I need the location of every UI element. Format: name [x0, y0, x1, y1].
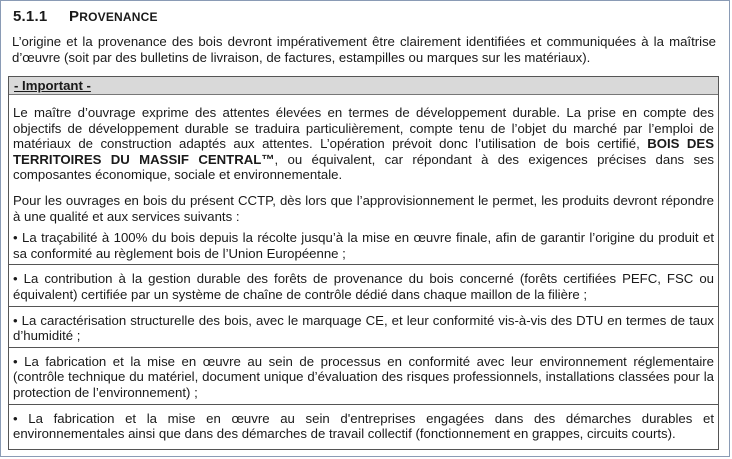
- divider: [9, 404, 718, 405]
- section-title-initial: P: [69, 8, 80, 25]
- intro-paragraph: L’origine et la provenance des bois devront impérativement être clairement identifiées et communiquées à la maîtrise d’œuvre (soit par des bulletins de livraison, de factures, estampilles ou marques sur les matériaux).: [12, 34, 716, 65]
- divider: [9, 306, 718, 307]
- bullet-item-1: • La traçabilité à 100% du bois depuis la récolte jusqu’à la mise en œuvre finale, afin de garantir l’origine du produit et sa conformité au règlement bois de l’Union Européenne ;: [13, 230, 714, 261]
- body-paragraph-2: Pour les ouvrages en bois du présent CCTP, dès lors que l’approvisionnement le permet, les produits devront répondre à une qualité et aux services suivants :: [13, 192, 714, 224]
- important-box: [8, 76, 719, 450]
- divider: [9, 347, 718, 348]
- divider: [9, 264, 718, 265]
- section-title-rest: ROVENANCE: [79, 10, 158, 24]
- bullet-item-4: • La fabrication et la mise en œuvre au sein de processus en conformité avec leur environnement réglementaire (contrôle technique du matériel, document unique d’évaluation des risques professionnels, installations classées pour la protection de l’environnement) ;: [13, 353, 714, 400]
- bullet-item-5: • La fabrication et la mise en œuvre au sein d'entreprises engagées dans des démarches durables et environnementales ainsi que dans des démarches de travail collectif (fonctionnement en grappes, circuits courts).: [13, 410, 714, 442]
- important-box-header: [9, 77, 718, 95]
- section-heading: [13, 8, 158, 25]
- body-paragraph-1: [13, 105, 714, 183]
- section-number: 5.1.1: [13, 8, 48, 25]
- paragraph1-text-after: , ou équivalent, car répondant à des exigences précises dans ses composantes économique, sociale et environnementale.: [13, 151, 714, 183]
- paragraph1-bold-label: BOIS DES TERRITOIRES DU MASSIF CENTRAL™: [13, 136, 714, 167]
- bullet-item-2: • La contribution à la gestion durable des forêts de provenance du bois concerné (forêts certifiées PEFC, FSC ou équivalent) certifiée par un système de chaîne de contrôle dédié dans chaque maillon de la filière ;: [13, 271, 714, 302]
- important-box-title: - Important -: [14, 78, 91, 93]
- paragraph1-text-before: Le maître d’ouvrage exprime des attentes élevées en termes de développement durable. La prise en compte des objectifs de développement durable se traduira particulièrement, compte tenu de l’objet du marché par l’emploi de matériaux de construction adaptés aux attentes. L’opération prévoit donc l’utilisation de bois certifié,: [13, 105, 714, 152]
- bullet-item-3: • La caractérisation structurelle des bois, avec le marquage CE, et leur conformité vis-à-vis des DTU en termes de taux d’humidité ;: [13, 312, 714, 344]
- important-box-content: [9, 105, 718, 442]
